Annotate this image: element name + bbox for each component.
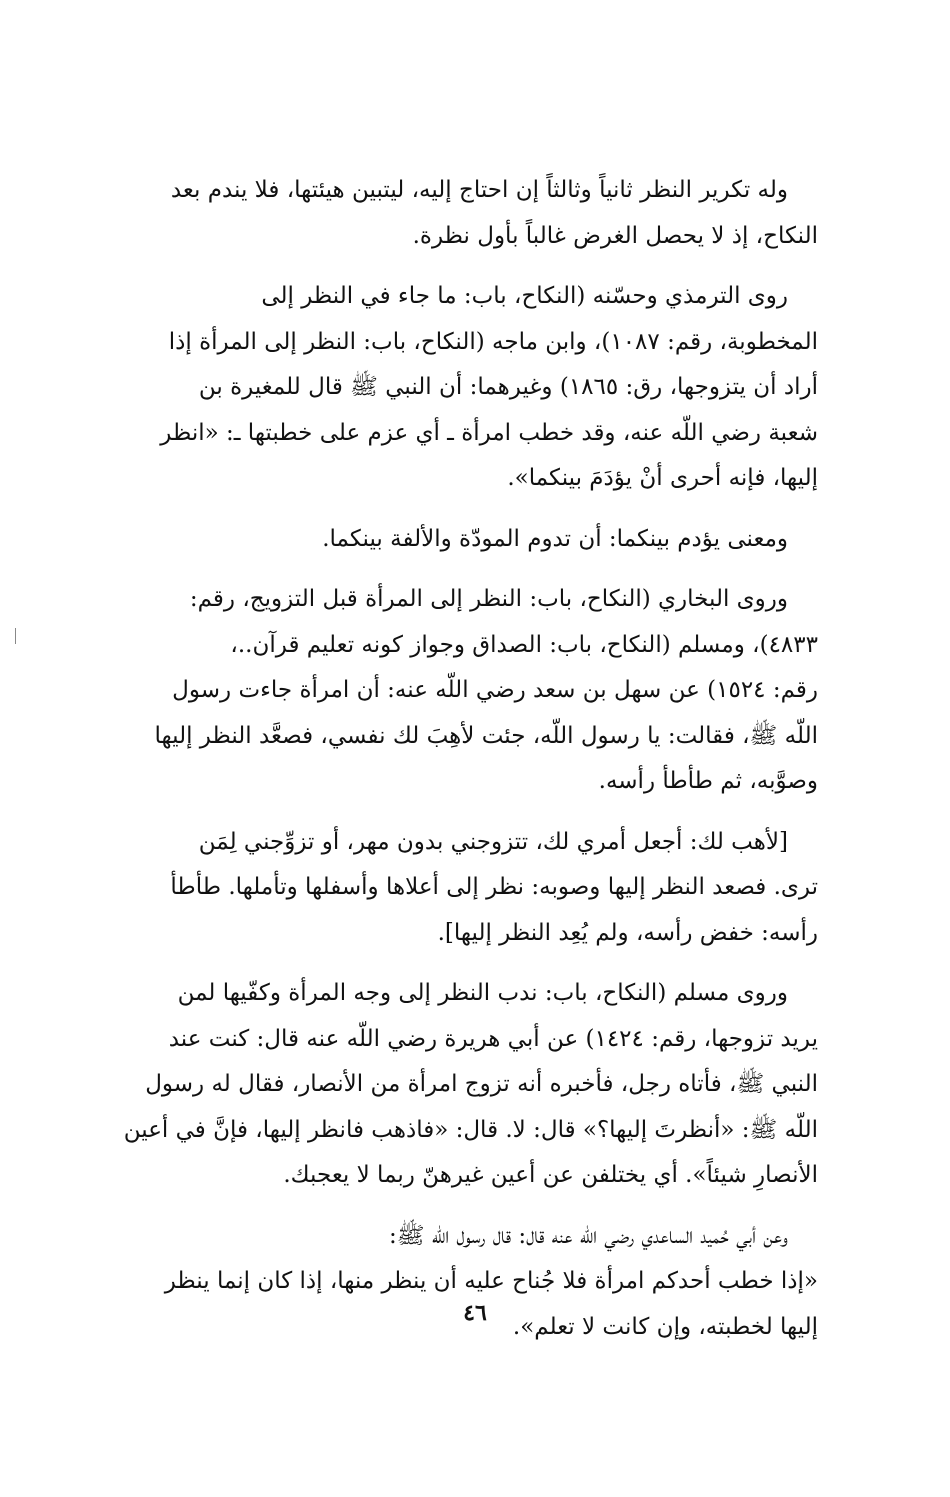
text-line: ٤٨٣٣)، ومسلم (النكاح، باب: الصداق وجواز كونه تعليم قرآن..، [230,631,818,658]
paragraph-bukhari-hadith [118,577,818,805]
paragraph-glossary [118,820,818,957]
text-line: أراد أن يتزوجها، رق: ١٨٦٥) وغيرهما: أن النبي ﷺ قال للمغيرة بن [198,374,818,400]
page-number: ٤٦ [463,1300,487,1326]
margin-scan-mark [15,628,16,644]
text-line: اللّه ﷺ، فقالت: يا رسول اللّه، جئت لأهِبَ لك نفسي، فصعَّد النظر إليها [154,722,818,749]
text-line: إليها، فإنه أحرى أنْ يؤدَمَ بينكما». [507,465,818,491]
paragraph-meaning [118,517,818,563]
text-line: وروى مسلم (النكاح، باب: ندب النظر إلى وجه المرأة وكفّيها لمن [177,980,788,1006]
text-line: رقم: ١٥٢٤) عن سهل بن سعد رضي اللّه عنه: أن امرأة جاءت رسول [172,677,818,703]
page-body [118,168,818,1365]
paragraph-muslim-hadith [118,971,818,1199]
text-line: النكاح، إذ لا يحصل الغرض غالباً بأول نظرة. [412,222,818,249]
text-line: «إذا خطب أحدكم امرأة فلا جُناح عليه أن ينظر منها، إذا كان إنما ينظر [164,1268,818,1294]
text-line: وعن أبي حُميد الساعدي رضي اللّه عنه قال: قال رسول اللّه ﷺ: [389,1222,788,1249]
text-line: رأسه: خفض رأسه، ولم يُعِد النظر إليها]. [437,919,818,946]
text-line: إليها لخطبته، وإن كانت لا تعلم». [512,1313,818,1340]
text-line: وروى البخاري (النكاح، باب: النظر إلى المرأة قبل التزويج، رقم: [189,586,788,612]
text-line: وله تكرير النظر ثانياً وثالثاً إن احتاج إليه، ليتبين هيئتها، فلا يندم بعد [170,177,788,203]
paragraph-saidi-hadith [118,1214,818,1351]
text-line: الأنصارِ شيئاً». أي يختلفن عن أعين غيرهنّ ربما لا يعجبك. [283,1162,818,1188]
text-line: النبي ﷺ، فأتاه رجل، فأخبره أنه تزوج امرأة من الأنصار، فقال له رسول [145,1071,818,1097]
text-line: [لأهب لك: أجعل أمري لك، تتزوجني بدون مهر، أو تزوِّجني لِمَن [198,828,788,855]
paragraph-repeat-viewing [118,168,818,259]
text-line: ترى. فصعد النظر إليها وصوبه: نظر إلى أعلاها وأسفلها وتأملها. طأطأ [170,874,818,900]
text-line: شعبة رضي اللّه عنه، وقد خطب امرأة ـ أي عزم على خطبتها ـ: «انظر [160,419,818,446]
text-line: اللّه ﷺ: «أنظرتَ إليها؟» قال: لا. قال: «فاذهب فانظر إليها، فإنَّ في أعين [123,1116,818,1143]
text-line: وصوَّبه، ثم طأطأ رأسه. [598,768,818,794]
text-line: ومعنى يؤدم بينكما: أن تدوم المودّة والألفة بينكما. [322,525,788,552]
paragraph-tirmidhi-hadith [118,274,818,502]
text-line: المخطوبة، رقم: ١٠٨٧)، وابن ماجه (النكاح، باب: النظر إلى المرأة إذا [168,328,818,355]
text-line: يريد تزوجها، رقم: ١٤٢٤) عن أبي هريرة رضي اللّه عنه قال: كنت عند [168,1025,818,1052]
text-line: روى الترمذي وحسّنه (النكاح، باب: ما جاء في النظر إلى [261,283,788,309]
